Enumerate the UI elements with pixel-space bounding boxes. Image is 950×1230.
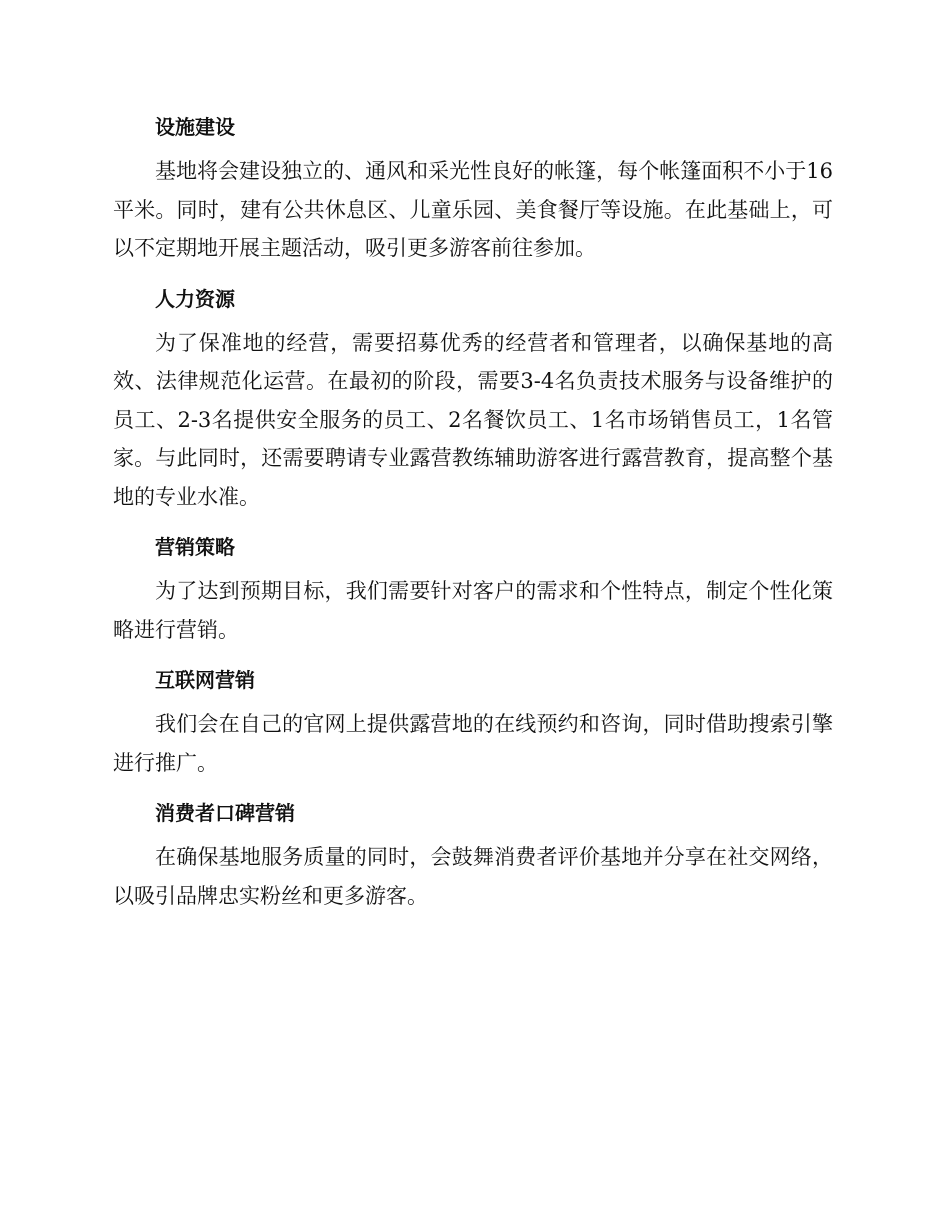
section-heading-human-resources: 人力资源 [155,286,235,311]
section-heading-marketing-strategy: 营销策略 [155,535,235,559]
section-body-facilities: 基地将会建设独立的、通风和采光性良好的帐篷，每个帐篷面积不小于16平米。同时，建有公共休息区、儿童乐园、美食餐厅等设施。在此基础上，可以不定期地开展主题活动，吸引更多游客前往参加。 [113,159,833,260]
section-body-marketing-strategy: 为了达到预期目标，我们需要针对客户的需求和个性特点，制定个性化策略进行营销。 [113,579,833,642]
document-content [113,108,833,927]
section-body-word-of-mouth: 在确保基地服务质量的同时，会鼓舞消费者评价基地并分享在社交网络，以吸引品牌忠实粉丝和更多游客。 [113,845,833,908]
section-body-human-resources: 为了保准地的经营，需要招募优秀的经营者和管理者，以确保基地的高效、法律规范化运营。在最初的阶段，需要3-4名负责技术服务与设备维护的员工、2-3名提供安全服务的员工、2名餐饮员工、1名市场销售员工，1名管家。与此同时，还需要聘请专业露营教练辅助游客进行露营教育，提高整个基地的专业水准。 [113,330,833,509]
section-heading-facilities: 设施建设 [155,115,235,139]
section-body-internet-marketing: 我们会在自己的官网上提供露营地的在线预约和咨询，同时借助搜索引擎进行推广。 [113,712,833,775]
section-heading-internet-marketing: 互联网营销 [155,668,255,692]
section-heading-word-of-mouth: 消费者口碑营销 [155,801,295,825]
